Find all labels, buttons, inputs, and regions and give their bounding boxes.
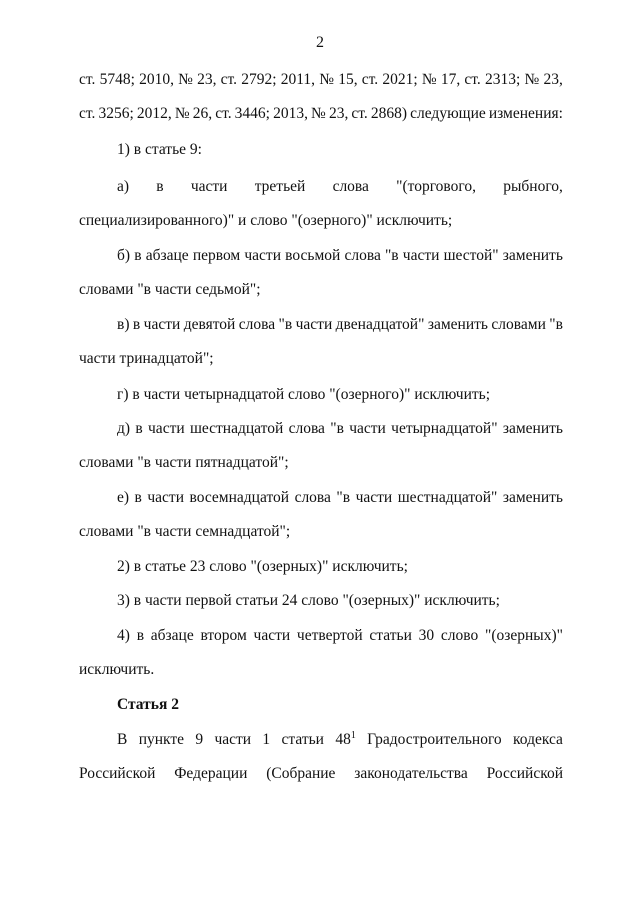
word: двенадцатой" bbox=[335, 316, 425, 333]
text-line-11 bbox=[117, 419, 563, 439]
word: третьей bbox=[254, 178, 306, 195]
word: слова bbox=[344, 247, 381, 264]
text-line-6 bbox=[117, 246, 563, 266]
word: "(торгового, bbox=[396, 178, 476, 195]
word: ст. bbox=[361, 71, 379, 88]
word: части bbox=[148, 420, 185, 437]
word: части bbox=[253, 627, 291, 644]
word: части bbox=[295, 316, 333, 333]
word: 2313; bbox=[484, 71, 521, 88]
word: рыбного, bbox=[503, 178, 563, 195]
word: заменить bbox=[502, 247, 563, 264]
text-line-12: словами "в части пятнадцатой"; bbox=[79, 454, 289, 471]
word: 3446; bbox=[234, 105, 270, 122]
word: 23, bbox=[328, 105, 349, 122]
word: части bbox=[349, 420, 386, 437]
word: ст. bbox=[220, 71, 238, 88]
word: втором bbox=[200, 627, 247, 644]
word: Российской bbox=[79, 765, 156, 782]
word: Российской bbox=[486, 765, 563, 782]
word: а) bbox=[117, 178, 130, 195]
word: 3256; bbox=[98, 105, 134, 122]
word: шестнадцатой bbox=[189, 420, 284, 437]
article-number bbox=[335, 730, 356, 750]
word: "в bbox=[384, 247, 399, 264]
word: № bbox=[524, 71, 540, 88]
word: абзаце bbox=[145, 247, 189, 264]
text-line-15: 2) в статье 23 слово "(озерных)" исключить; bbox=[117, 558, 408, 575]
text-line-8 bbox=[117, 315, 563, 335]
word: ст. bbox=[464, 71, 481, 88]
word: № bbox=[421, 71, 437, 88]
word: в bbox=[134, 247, 142, 264]
word: девятой bbox=[183, 316, 236, 333]
text-line-19 bbox=[117, 730, 563, 750]
word: словами bbox=[491, 316, 546, 333]
text-line-16: 3) в части первой статьи 24 слово "(озерных)" исключить; bbox=[117, 592, 500, 609]
word: "в bbox=[330, 420, 344, 437]
word: части bbox=[147, 489, 184, 506]
word: шестой" bbox=[443, 247, 499, 264]
word: 2792; bbox=[241, 71, 277, 88]
word: (Собрание bbox=[266, 765, 336, 782]
word: б) bbox=[117, 247, 131, 264]
text-line-2 bbox=[79, 104, 563, 124]
article-number-superscript: 1 bbox=[350, 729, 356, 741]
word: "в bbox=[278, 316, 293, 333]
word: ст. bbox=[351, 105, 368, 122]
word: заменить bbox=[502, 420, 563, 437]
word: 2021; bbox=[382, 71, 418, 88]
word: № bbox=[178, 71, 193, 88]
word: заменить bbox=[502, 489, 563, 506]
page-number: 2 bbox=[316, 34, 324, 51]
line-19-word: 1 bbox=[262, 731, 271, 748]
word: 15, bbox=[338, 71, 358, 88]
word: статьи bbox=[369, 627, 412, 644]
word: в bbox=[156, 178, 164, 195]
text-line-20 bbox=[79, 764, 563, 784]
word: абзаце bbox=[150, 627, 194, 644]
word: в bbox=[135, 420, 143, 437]
word: части bbox=[402, 247, 440, 264]
word: части bbox=[244, 247, 281, 264]
word: 5748; bbox=[99, 71, 135, 88]
text-line-9: части тринадцатой"; bbox=[79, 350, 214, 367]
text-line-1 bbox=[79, 70, 563, 90]
word: слова bbox=[294, 489, 331, 506]
word: 2013, bbox=[273, 105, 308, 122]
word: части bbox=[190, 178, 228, 195]
word: ст. bbox=[79, 71, 96, 88]
word: 30 bbox=[418, 627, 435, 644]
word: е) bbox=[117, 489, 130, 506]
text-line-13 bbox=[117, 488, 563, 508]
text-line-7: словами "в части седьмой"; bbox=[79, 281, 261, 298]
word: 23, bbox=[543, 71, 563, 88]
word: первом bbox=[192, 247, 241, 264]
text-line-3: 1) в статье 9: bbox=[117, 141, 202, 158]
word: 4) bbox=[117, 627, 130, 644]
word: четырнадцатой" bbox=[391, 420, 498, 437]
word: заменить bbox=[427, 316, 488, 333]
line-19-word: кодекса bbox=[513, 731, 563, 748]
text-line-10: г) в части четырнадцатой слово "(озерного)" исключить; bbox=[117, 386, 491, 403]
word: "(озерных)" bbox=[485, 627, 563, 644]
word: слова bbox=[238, 316, 276, 333]
word: законодательства bbox=[354, 765, 468, 782]
word: шестнадцатой" bbox=[397, 489, 498, 506]
word: ст. bbox=[215, 105, 232, 122]
text-line-5: специализированного)" и слово "(озерного)" исключить; bbox=[79, 212, 453, 229]
line-19-word: Градостроительного bbox=[367, 731, 502, 748]
word: № bbox=[174, 105, 190, 122]
word: 2868) bbox=[370, 105, 408, 122]
word: 2010, bbox=[139, 71, 174, 88]
word: "в bbox=[549, 316, 563, 333]
word: части bbox=[355, 489, 393, 506]
word: слова bbox=[332, 178, 369, 195]
word: 2012, bbox=[136, 105, 172, 122]
word: в bbox=[132, 316, 141, 333]
word: 2011, bbox=[280, 71, 316, 88]
text-line-4 bbox=[117, 177, 563, 197]
word: восемнадцатой bbox=[189, 489, 290, 506]
word: слова bbox=[288, 420, 325, 437]
article-number-base: 48 bbox=[335, 731, 351, 748]
line-19-word: части bbox=[214, 731, 252, 748]
word: 23, bbox=[197, 71, 217, 88]
word: № bbox=[319, 71, 335, 88]
word: изменения: bbox=[488, 105, 563, 122]
word: 26, bbox=[192, 105, 213, 122]
word: слово bbox=[440, 627, 479, 644]
word: в bbox=[134, 489, 142, 506]
text-line-17 bbox=[117, 626, 563, 646]
word: в) bbox=[117, 316, 130, 333]
word: № bbox=[311, 105, 326, 122]
text-line-18: исключить. bbox=[79, 661, 155, 678]
line-19-word: В bbox=[117, 731, 128, 748]
word: 17, bbox=[440, 71, 461, 88]
word: четвертой bbox=[296, 627, 363, 644]
word: д) bbox=[117, 420, 131, 437]
word: ст. bbox=[79, 105, 96, 122]
line-19-word: 9 bbox=[195, 731, 204, 748]
word: в bbox=[136, 627, 145, 644]
word: Федерации bbox=[174, 765, 248, 782]
line-19-word: пункте bbox=[138, 731, 185, 748]
text-line-14: словами "в части семнадцатой"; bbox=[79, 523, 291, 540]
line-19-word: статьи bbox=[281, 731, 324, 748]
word: "в bbox=[336, 489, 351, 506]
word: следующие bbox=[410, 105, 486, 122]
article-heading: Статья 2 bbox=[117, 696, 179, 713]
word: восьмой bbox=[285, 247, 341, 264]
word: части bbox=[143, 316, 181, 333]
